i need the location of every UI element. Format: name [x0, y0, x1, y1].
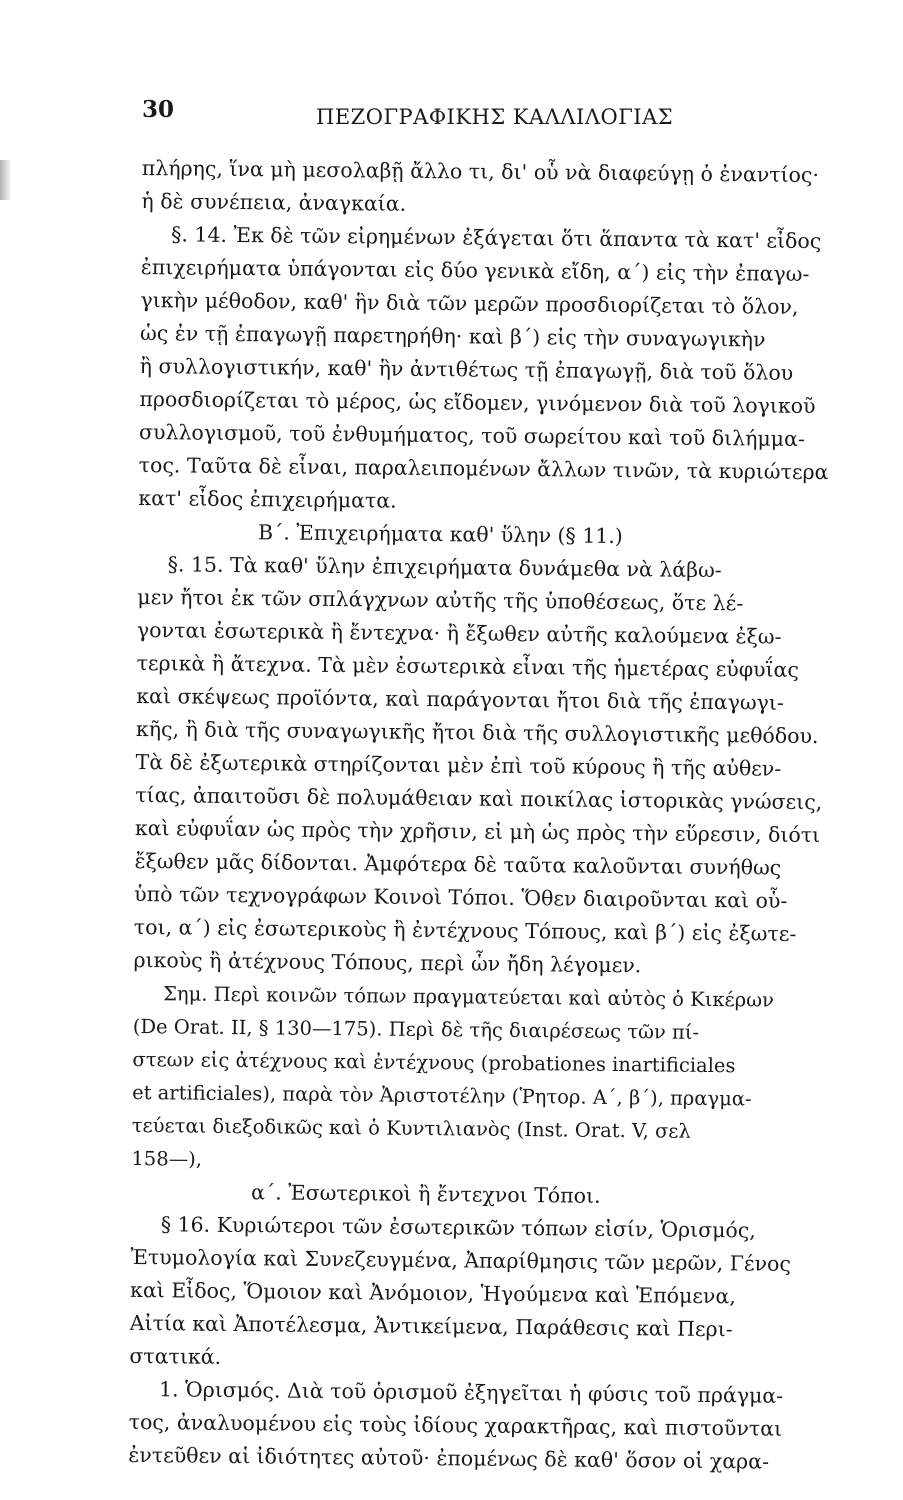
text-line: ρικοὺς ἢ ἀτέχνους Τόπους, περὶ ὧν ἤδη λέγομεν. [133, 947, 642, 978]
text-line: τεύεται διεξοδικῶς καὶ ὁ Κυντιλιανὸς (Inst. Orat. V, σελ [131, 1113, 691, 1143]
text-line: τος, ἀναλυομένου εἰς τοὺς ἰδίους χαρακτῆρας, καὶ πιστοῦνται [128, 1409, 783, 1441]
text-line: στατικά. [129, 1343, 222, 1369]
text-line: §. 14. Ἐκ δὲ τῶν εἰρημένων ἐξάγεται ὅτι ἅπαντα τὰ κατ' εἶδος [171, 222, 822, 254]
text-line: ἡ δὲ συνέπεια, ἀναγκαία. [141, 188, 407, 216]
text-line: μεν ἤτοι ἐκ τῶν σπλάγχνων αὐτῆς τῆς ὑποθέσεως, ὅτε λέ- [137, 584, 744, 616]
text-line: (De Orat. II, § 130—175). Περὶ δὲ τῆς διαιρέσεως τῶν πί- [132, 1014, 700, 1044]
text-line: τος. Ταῦτα δὲ εἶναι, παραλειπομένων ἄλλων τινῶν, τὰ κυριώτερα [138, 452, 829, 485]
text-line: ἐντεῦθεν αἱ ἰδιότητες αὐτοῦ· ἐπομένως δὲ καθ' ὅσον οἱ χαρα- [128, 1442, 770, 1474]
text-line: γονται ἐσωτερικὰ ἢ ἔντεχνα· ἢ ἔξωθεν αὐτῆς καλούμενα ἐξω- [136, 617, 782, 649]
text-line: Τὰ δὲ ἐξωτερικὰ στηρίζονται μὲν ἐπὶ τοῦ κύρους ἢ τῆς αὐθεν- [135, 749, 782, 781]
text-line: πλήρης, ἵνα μὴ μεσολαβῇ ἄλλο τι, δι' οὗ νὰ διαφεύγῃ ὁ ἐναντίος· [141, 155, 820, 188]
text-line: τοι, α΄) εἰς ἐσωτερικοὺς ἢ ἐντέχνους Τόπους, καὶ β΄) εἰς ἐξωτε- [133, 914, 797, 946]
text-line: Ἐτυμολογία καὶ Συνεζευγμένα, Ἀπαρίθμησις τῶν μερῶν, Γένος [130, 1244, 792, 1276]
page-number: 30 [142, 96, 175, 123]
margin-stain [0, 160, 12, 200]
text-line: στεων εἰς ἀτέχνους καὶ ἐντέχνους (probationes inartificiales [132, 1047, 736, 1078]
running-head: ΠΕΖΟΓΡΑΦΙΚΗΣ ΚΑΛΛΙΛΟΓΙΑΣ [316, 105, 674, 129]
text-line: Σημ. Περὶ κοινῶν τόπων πραγματεύεται καὶ αὐτὸς ὁ Κικέρων [163, 982, 775, 1012]
text-line: καὶ σκέψεως προϊόντα, καὶ παράγονται ἤτοι διὰ τῆς ἐπαγωγι- [136, 683, 784, 715]
text-line: γικὴν μέθοδον, καθ' ἣν διὰ τῶν μερῶν προσδιορίζεται τὸ ὅλον, [140, 287, 799, 319]
text-line: κατ' εἶδος ἐπιχειρήματα. [138, 485, 397, 513]
text-line: τίας, ἀπαιτοῦσι δὲ πολυμάθειαν καὶ ποικίλας ἱστορικὰς γνώσεις, [135, 782, 823, 815]
text-line: ὑπὸ τῶν τεχνογράφων Κοινοὶ Τόποι. Ὅθεν διαιροῦνται καὶ οὗ- [134, 881, 788, 913]
text-line: Β΄. Ἐπιχειρήματα καθ' ὕλην (§ 11.) [257, 520, 623, 549]
text-line: καὶ Εἶδος, Ὅμοιον καὶ Ἀνόμοιον, Ἡγούμενα καὶ Ἑπόμενα, [129, 1277, 736, 1309]
text-line: ἢ συλλογιστικήν, καθ' ἣν ἀντιθέτως τῇ ἐπαγωγῇ, διὰ τοῦ ὅλου [139, 353, 794, 385]
text-line: Αἰτία καὶ Ἀποτέλεσμα, Ἀντικείμενα, Παράθεσις καὶ Περι- [129, 1310, 733, 1342]
text-line: ἔξωθεν μᾶς δίδονται. Ἀμφότερα δὲ ταῦτα καλοῦνται συνήθως [134, 848, 782, 880]
text-line: § 16. Κυριώτεροι τῶν ἐσωτερικῶν τόπων εἰσίν, Ὁρισμός, [160, 1212, 756, 1243]
text-line: ἐπιχειρήματα ὑπάγονται εἰς δύο γενικὰ εἴδη, α΄) εἰς τὴν ἐπαγω- [140, 254, 810, 286]
text-line: 158—), [131, 1146, 203, 1171]
text-line: τερικὰ ἢ ἄτεχνα. Τὰ μὲν ἐσωτερικὰ εἶναι τῆς ἡμετέρας εὐφυΐας [136, 650, 800, 682]
text-line: κῆς, ἢ διὰ τῆς συναγωγικῆς ἤτοι διὰ τῆς συλλογιστικῆς μεθόδου. [135, 716, 819, 749]
text-line: ὡς ἐν τῇ ἐπαγωγῇ παρετηρήθη· καὶ β΄) εἰς τὴν συναγωγικὴν [139, 320, 766, 352]
text-line: α΄. Ἐσωτερικοὶ ἢ ἔντεχνοι Τόποι. [250, 1180, 601, 1208]
body-text [128, 152, 842, 1479]
text-line: συλλογισμοῦ, τοῦ ἐνθυμήματος, τοῦ σωρείτου καὶ τοῦ διλήμμα- [138, 419, 805, 451]
text-line: §. 15. Τὰ καθ' ὕλην ἐπιχειρήματα δυνάμεθα νὰ λάβω- [167, 552, 722, 583]
text-line: καὶ εὐφυΐαν ὡς πρὸς τὴν χρῆσιν, εἰ μὴ ὡς πρὸς τὴν εὕρεσιν, διότι [134, 815, 821, 848]
text-line: et artificiales), παρὰ τὸν Ἀριστοτέλην (Ῥητορ. Α΄, β΄), πραγμα- [132, 1080, 752, 1111]
text-line: προσδιορίζεται τὸ μέρος, ὡς εἴδομεν, γινόμενον διὰ τοῦ λογικοῦ [139, 386, 816, 419]
text-line: 1. Ὁρισμός. Διὰ τοῦ ὁρισμοῦ ἐξηγεῖται ἡ φύσις τοῦ πράγμα- [158, 1377, 784, 1408]
